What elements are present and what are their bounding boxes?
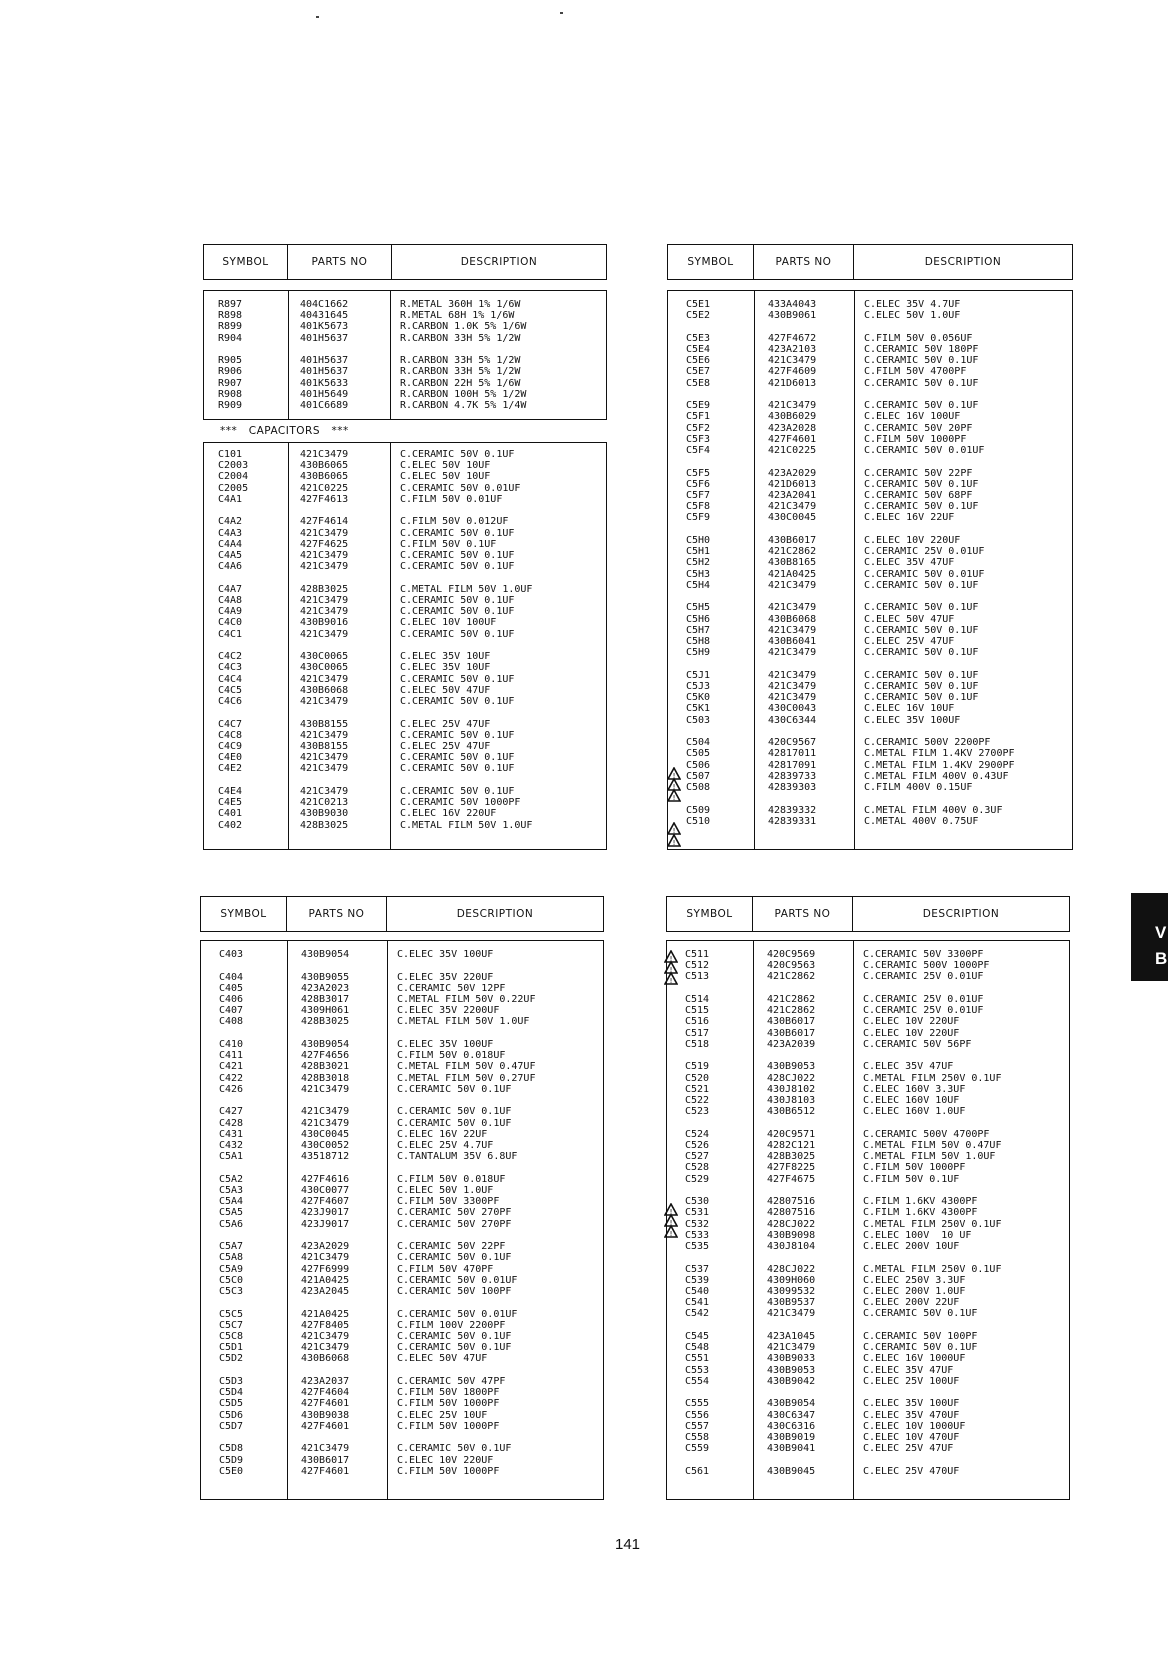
symbol-column: C4A2 C4A3 C4A4 C4A5 C4A6 <box>218 516 243 573</box>
description-column: C.ELEC 25V 470UF <box>863 1465 960 1477</box>
description-column: C.ELEC 35V 100UF C.ELEC 35V 470UF C.ELEC 10V 1000UF C.ELEC 10V 470UF C.ELEC 25V 47UF <box>863 1398 966 1455</box>
parts-no-column: 430B9054 427F4656 428B3021 428B3018 421C3479 <box>301 1039 350 1095</box>
parts-no-column: 421C3479 430B6068 421C3479 430B6041 421C3479 <box>768 602 817 659</box>
parts-no-column: 430B9053 428CJ022 430J8102 430J8103 430B6512 <box>767 1061 816 1118</box>
symbol-column: C511 C512 C513 <box>685 949 710 983</box>
description-column: C.ELEC 35V 220UF C.CERAMIC 50V 12PF C.METAL FILM 50V 0.22UF C.ELEC 35V 2200UF C.METAL FILM 50V 1.0UF <box>397 971 536 1028</box>
symbol-column: C514 C515 C516 C517 C518 <box>685 994 710 1050</box>
description-column: C.METAL FILM 250V 0.1UF C.ELEC 250V 3.3UF C.ELEC 200V 1.0UF C.ELEC 200V 22UF C.CERAMIC 50V 0.1UF <box>863 1263 1002 1320</box>
svg-text:!: ! <box>669 1230 673 1238</box>
parts-no-column: 401H5637 401H5637 401K5633 401H5649 401C6689 <box>300 355 349 411</box>
svg-text:!: ! <box>669 1208 673 1216</box>
warning-triangle-icon <box>667 789 681 802</box>
parts-no-column: 42807516 42807516 428CJ022 430B9098 430J8104 <box>767 1196 816 1252</box>
parts-no-column: 430B9054 <box>301 949 350 960</box>
svg-text:!: ! <box>669 966 673 974</box>
parts-no-column: 421C3479 430B6029 423A2028 427F4601 421C0225 <box>768 400 817 456</box>
parts-no-column: 423A2029 421C3479 427F6999 421A0425 423A2045 <box>301 1241 350 1297</box>
description-column: C.CERAMIC 50V 0.1UF C.ELEC 10V 220UF C.FILM 50V 1000PF <box>397 1443 512 1477</box>
symbol-column: C404 C405 C406 C407 C408 <box>219 971 244 1028</box>
parts-no-column: 42839332 42839331 <box>768 804 817 827</box>
description-column: C.CERAMIC 50V 100PF C.CERAMIC 50V 0.1UF C.ELEC 16V 1000UF C.ELEC 35V 47UF C.ELEC 25V 100UF <box>863 1331 978 1387</box>
symbol-column: C5A2 C5A3 C5A4 C5A5 C5A6 <box>219 1173 244 1230</box>
description-column: C.FILM 50V 0.018UF C.ELEC 50V 1.0UF C.FILM 50V 3300PF C.CERAMIC 50V 270PF C.CERAMIC 50V 270PF <box>397 1173 512 1230</box>
symbol-column: C4C2 C4C3 C4C4 C4C5 C4C6 <box>218 651 243 707</box>
svg-text:!: ! <box>672 772 676 780</box>
scan-speck <box>560 12 563 14</box>
parts-no-column: 420C9567 42817011 42817091 42839733 42839303 <box>768 737 817 793</box>
parts-no-column: 430B9054 430C6347 430C6316 430B9019 430B9041 <box>767 1398 816 1455</box>
symbol-column: C427 C428 C431 C432 C5A1 <box>219 1106 244 1163</box>
scan-speck <box>316 16 319 18</box>
description-column: C.ELEC 35V 100UF C.FILM 50V 0.018UF C.METAL FILM 50V 0.47UF C.METAL FILM 50V 0.27UF C.CERAMIC 50V 0.1UF <box>397 1039 536 1095</box>
symbol-column: C5C5 C5C7 C5C8 C5D1 C5D2 <box>219 1308 244 1365</box>
symbol-column: C5H5 C5H6 C5H7 C5H8 C5H9 <box>686 602 711 659</box>
parts-no-column: 430B9055 423A2023 428B3017 4309H061 428B3025 <box>301 971 350 1028</box>
symbol-column: C410 C411 C421 C422 C426 <box>219 1039 244 1095</box>
description-column: C.FILM 50V 0.012UF C.CERAMIC 50V 0.1UF C.FILM 50V 0.1UF C.CERAMIC 50V 0.1UF C.CERAMIC 50V 0.1UF <box>400 516 515 573</box>
svg-text:!: ! <box>669 1219 673 1227</box>
header-description: DESCRIPTION <box>456 908 534 920</box>
description-column: C.ELEC 35V 100UF <box>397 949 494 960</box>
svg-text:!: ! <box>669 955 673 963</box>
table-body-top-right <box>667 290 1073 850</box>
description-column: C.CERAMIC 50V 0.1UF C.ELEC 50V 10UF C.ELEC 50V 10UF C.CERAMIC 50V 0.01UF C.FILM 50V 0.01UF <box>400 449 521 505</box>
header-parts-no: PARTS NO <box>754 245 854 279</box>
description-column: C.CERAMIC 50V 0.1UF C.CERAMIC 50V 1000PF C.ELEC 16V 220UF C.METAL FILM 50V 1.0UF <box>400 786 533 831</box>
symbol-column: C5D3 C5D4 C5D5 C5D6 C5D7 <box>219 1376 244 1432</box>
table-body-top-left <box>203 290 607 420</box>
table-body-bottom-left <box>200 940 604 1500</box>
description-column: C.CERAMIC 50V 0.1UF C.CERAMIC 50V 0.1UF C.CERAMIC 50V 0.1UF C.ELEC 16V 10UF C.ELEC 35V 100UF <box>864 669 979 726</box>
symbol-column: C101 C2003 C2004 C2005 C4A1 <box>218 449 249 505</box>
table-header-top-left <box>203 244 607 280</box>
description-column: C.ELEC 35V 47UF C.METAL FILM 250V 0.1UF C.ELEC 160V 3.3UF C.ELEC 160V 10UF C.ELEC 160V 1.0UF <box>863 1061 1002 1118</box>
symbol-column: C5F5 C5F6 C5F7 C5F8 C5F9 <box>686 467 711 524</box>
description-column: C.CERAMIC 50V 0.1UF C.ELEC 50V 47UF C.CERAMIC 50V 0.1UF C.ELEC 25V 47UF C.CERAMIC 50V 0.1UF <box>864 602 979 659</box>
symbol-column: C5E9 C5F1 C5F2 C5F3 C5F4 <box>686 400 711 456</box>
description-column: C.ELEC 10V 220UF C.CERAMIC 25V 0.01UF C.ELEC 35V 47UF C.CERAMIC 50V 0.01UF C.CERAMIC 50V 0.1UF <box>864 535 985 591</box>
parts-no-column: 430C0065 430C0065 421C3479 430B6068 421C3479 <box>300 651 349 707</box>
description-column: C.CERAMIC 50V 3300PF C.CERAMIC 500V 1000PF C.CERAMIC 25V 0.01UF <box>863 949 990 983</box>
svg-text:!: ! <box>672 827 676 835</box>
symbol-column: C524 C526 C527 C528 C529 <box>685 1128 710 1185</box>
parts-no-column: 420C9571 4282C121 428B3025 427F8225 427F4675 <box>767 1128 816 1185</box>
header-symbol: SYMBOL <box>201 897 287 931</box>
table-body-bottom-right <box>666 940 1070 1500</box>
symbol-column: C5E1 C5E2 <box>686 299 711 322</box>
page-number: 141 <box>615 1536 641 1553</box>
description-column: C.CERAMIC 50V 0.1UF C.CERAMIC 50V 0.1UF C.ELEC 16V 22UF C.ELEC 25V 4.7UF C.TANTALUM 35V 6.8UF <box>397 1106 518 1163</box>
description-column: R.CARBON 33H 5% 1/2W R.CARBON 33H 5% 1/2W R.CARBON 22H 5% 1/6W R.CARBON 100H 5% 1/2W R.CARBON 4.7K 5% 1/4W <box>400 355 527 411</box>
parts-no-column: 430B6017 421C2862 430B8165 421A0425 421C3479 <box>768 535 817 591</box>
symbol-column: C5E3 C5E4 C5E6 C5E7 C5E8 <box>686 332 711 389</box>
parts-no-column: 421C3479 430B6065 430B6065 421C0225 427F4613 <box>300 449 349 505</box>
header-symbol: SYMBOL <box>668 245 754 279</box>
symbol-column: C537 C539 C540 C541 C542 <box>685 1263 710 1320</box>
header-description: DESCRIPTION <box>460 256 538 268</box>
parts-no-column: 423A2029 421D6013 423A2041 421C3479 430C0045 <box>768 467 817 524</box>
symbol-column: C4A7 C4A8 C4A9 C4C0 C4C1 <box>218 583 243 640</box>
table-body-top-left-capacitors <box>203 442 607 850</box>
symbol-column: C561 <box>685 1465 710 1477</box>
parts-no-column: 427F4672 423A2103 421C3479 427F4609 421D6013 <box>768 332 817 389</box>
description-column: C.CERAMIC 50V 22PF C.CERAMIC 50V 0.1UF C.FILM 50V 470PF C.CERAMIC 50V 0.01UF C.CERAMIC 50V 100PF <box>397 1241 518 1297</box>
symbol-column: C555 C556 C557 C558 C559 <box>685 1398 710 1455</box>
header-description: DESCRIPTION <box>922 908 1000 920</box>
parts-no-column: 421A0425 427F8405 421C3479 421C3479 430B6068 <box>301 1308 350 1365</box>
description-column: R.METAL 360H 1% 1/6W R.METAL 68H 1% 1/6W R.CARBON 1.0K 5% 1/6W R.CARBON 33H 5% 1/2W <box>400 299 527 344</box>
symbol-column: C504 C505 C506 C507 C508 <box>686 737 711 793</box>
parts-no-column: 421C3479 421C3479 430C0045 430C0052 43518712 <box>301 1106 350 1163</box>
description-column: C.CERAMIC 25V 0.01UF C.CERAMIC 25V 0.01UF C.ELEC 10V 220UF C.ELEC 10V 220UF C.CERAMIC 50V 56PF <box>863 994 984 1050</box>
symbol-column: C519 C520 C521 C522 C523 <box>685 1061 710 1118</box>
section-title-capacitors: *** CAPACITORS *** <box>220 425 349 437</box>
table-header-top-right <box>667 244 1073 280</box>
parts-no-column: 423A2037 427F4604 427F4601 430B9038 427F4601 <box>301 1376 350 1432</box>
symbol-column: C5D8 C5D9 C5E0 <box>219 1443 244 1477</box>
table-header-bottom-left <box>200 896 604 932</box>
symbol-column: R897 R898 R899 R904 <box>218 299 243 344</box>
parts-no-column: 404C1662 40431645 401K5673 401H5637 <box>300 299 349 344</box>
parts-no-column: 421C3479 421C3479 421C3479 430C0043 430C6344 <box>768 669 817 726</box>
description-column: C.CERAMIC 500V 4700PF C.METAL FILM 50V 0.47UF C.METAL FILM 50V 1.0UF C.FILM 50V 1000PF C.FILM 50V 0.1UF <box>863 1128 1002 1185</box>
description-column: C.FILM 1.6KV 4300PF C.FILM 1.6KV 4300PF C.METAL FILM 250V 0.1UF C.ELEC 100V 10 UF C.ELEC 200V 10UF <box>863 1196 1002 1252</box>
warning-triangle-icon <box>664 972 678 985</box>
table-header-bottom-right <box>666 896 1070 932</box>
description-column: C.METAL FILM 400V 0.3UF C.METAL 400V 0.75UF <box>864 804 1003 827</box>
description-column: C.ELEC 35V 4.7UF C.ELEC 50V 1.0UF <box>864 299 961 322</box>
description-column: C.ELEC 35V 10UF C.ELEC 35V 10UF C.CERAMIC 50V 0.1UF C.ELEC 50V 47UF C.CERAMIC 50V 0.1UF <box>400 651 515 707</box>
warning-triangle-icon <box>667 834 681 847</box>
svg-text:!: ! <box>672 783 676 791</box>
header-description: DESCRIPTION <box>924 256 1002 268</box>
description-column: C.CERAMIC 50V 0.1UF C.ELEC 16V 100UF C.CERAMIC 50V 20PF C.FILM 50V 1000PF C.CERAMIC 50V 0.01UF <box>864 400 985 456</box>
parts-no-column: 430B9045 <box>767 1465 816 1477</box>
symbol-column: C5J1 C5J3 C5K0 C5K1 C503 <box>686 669 711 726</box>
parts-no-column: 421C3479 421C0213 430B9030 428B3025 <box>300 786 349 831</box>
header-symbol: SYMBOL <box>204 245 288 279</box>
symbol-column: C403 <box>219 949 244 960</box>
symbol-column: C545 C548 C551 C553 C554 <box>685 1331 710 1387</box>
symbol-column: C4E4 C4E5 C401 C402 <box>218 786 243 831</box>
header-parts-no: PARTS NO <box>287 897 387 931</box>
svg-text:!: ! <box>672 839 676 847</box>
warning-triangle-icon <box>664 1225 678 1238</box>
svg-text:!: ! <box>669 977 673 985</box>
parts-no-column: 421C2862 421C2862 430B6017 430B6017 423A2039 <box>767 994 816 1050</box>
parts-no-column: 427F4616 430C0077 427F4607 423J9017 423J9017 <box>301 1173 350 1230</box>
description-column: C.ELEC 25V 47UF C.CERAMIC 50V 0.1UF C.ELEC 25V 47UF C.CERAMIC 50V 0.1UF C.CERAMIC 50V 0.1UF <box>400 718 515 775</box>
description-column: C.CERAMIC 50V 0.01UF C.FILM 100V 2200PF C.CERAMIC 50V 0.1UF C.CERAMIC 50V 0.1UF C.ELEC 50V 47UF <box>397 1308 518 1365</box>
tab-marker-letter: V <box>1155 923 1167 942</box>
symbol-column: C5H0 C5H1 C5H2 C5H3 C5H4 <box>686 535 711 591</box>
parts-no-column: 428CJ022 4309H060 43099532 430B9537 421C3479 <box>767 1263 816 1320</box>
description-column: C.CERAMIC 50V 47PF C.FILM 50V 1800PF C.FILM 50V 1000PF C.ELEC 25V 10UF C.FILM 50V 1000PF <box>397 1376 506 1432</box>
description-column: C.CERAMIC 50V 22PF C.CERAMIC 50V 0.1UF C.CERAMIC 50V 68PF C.CERAMIC 50V 0.1UF C.ELEC 16V 22UF <box>864 467 979 524</box>
symbol-column: C509 C510 <box>686 804 711 827</box>
header-parts-no: PARTS NO <box>753 897 853 931</box>
section-tab-marker <box>1131 893 1168 981</box>
description-column: C.FILM 50V 0.056UF C.CERAMIC 50V 180PF C.CERAMIC 50V 0.1UF C.FILM 50V 4700PF C.CERAMIC 50V 0.1UF <box>864 332 979 389</box>
parts-no-column: 427F4614 421C3479 427F4625 421C3479 421C3479 <box>300 516 349 573</box>
header-parts-no: PARTS NO <box>288 245 392 279</box>
svg-text:!: ! <box>672 794 676 802</box>
symbol-column: C4C7 C4C8 C4C9 C4E0 C4E2 <box>218 718 243 775</box>
parts-no-column: 421C3479 430B6017 427F4601 <box>301 1443 350 1477</box>
header-symbol: SYMBOL <box>667 897 753 931</box>
symbol-column: C5A7 C5A8 C5A9 C5C0 C5C3 <box>219 1241 244 1297</box>
symbol-column: C530 C531 C532 C533 C535 <box>685 1196 710 1252</box>
parts-no-column: 423A1045 421C3479 430B9033 430B9053 430B9042 <box>767 1331 816 1387</box>
description-column: C.METAL FILM 50V 1.0UF C.CERAMIC 50V 0.1UF C.CERAMIC 50V 0.1UF C.ELEC 10V 100UF C.CERAMIC 50V 0.1UF <box>400 583 533 640</box>
description-column: C.CERAMIC 500V 2200PF C.METAL FILM 1.4KV 2700PF C.METAL FILM 1.4KV 2900PF C.METAL FILM 400V 0.43UF C.FILM 400V 0.15UF <box>864 737 1015 793</box>
symbol-column: R905 R906 R907 R908 R909 <box>218 355 243 411</box>
parts-no-column: 430B8155 421C3479 430B8155 421C3479 421C3479 <box>300 718 349 775</box>
parts-no-column: 433A4043 430B9061 <box>768 299 817 322</box>
parts-no-column: 428B3025 421C3479 421C3479 430B9016 421C3479 <box>300 583 349 640</box>
tab-marker-letter: B <box>1155 949 1168 968</box>
parts-no-column: 420C9569 420C9563 421C2862 <box>767 949 816 983</box>
